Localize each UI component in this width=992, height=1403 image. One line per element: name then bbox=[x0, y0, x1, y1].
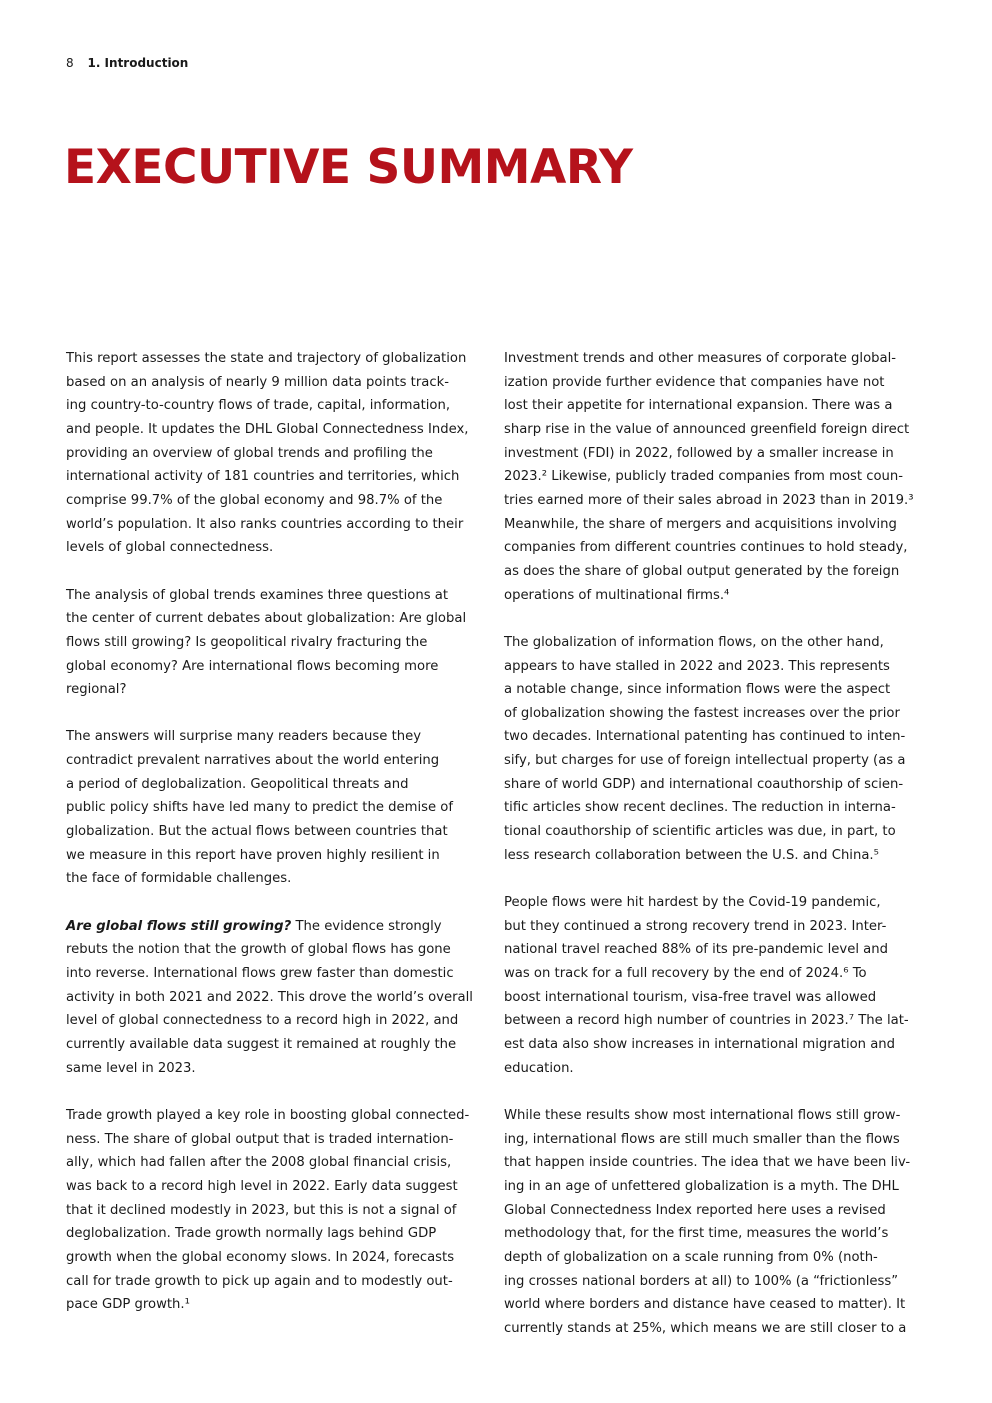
paragraph-global-flows bbox=[66, 915, 478, 1081]
text-line: currently available data suggest it remained at roughly the bbox=[66, 1036, 457, 1052]
text-line: as does the share of global output generated by the foreign bbox=[504, 563, 900, 579]
paragraph bbox=[504, 1104, 914, 1341]
text-line: was back to a record high level in 2022. Early data suggest bbox=[66, 1178, 458, 1194]
text-line: into reverse. International flows grew faster than domestic bbox=[66, 966, 454, 982]
text-line: companies from different countries continues to hold steady, bbox=[504, 540, 908, 556]
paragraph-lead-question: Are global flows still growing? bbox=[66, 918, 292, 934]
section-title: 1. Introduction bbox=[87, 56, 189, 70]
text-line: national travel reached 88% of its pre-pandemic level and bbox=[504, 942, 888, 958]
paragraph bbox=[504, 891, 914, 1080]
text-line: and people. It updates the DHL Global Connectedness Index, bbox=[66, 421, 469, 437]
text-line: Investment trends and other measures of corporate global- bbox=[504, 351, 897, 366]
text-line: of globalization showing the fastest increases over the prior bbox=[504, 705, 900, 721]
text-line: that happen inside countries. The idea that we have been liv- bbox=[504, 1155, 911, 1171]
left-column bbox=[66, 347, 478, 1340]
text-line: ness. The share of global output that is traded internation- bbox=[66, 1131, 454, 1147]
text-line: but they continued a strong recovery trend in 2023. Inter- bbox=[504, 918, 887, 934]
text-line: rebuts the notion that the growth of global flows has gone bbox=[66, 942, 451, 958]
text-line: ing, international flows are still much smaller than the flows bbox=[504, 1131, 900, 1147]
text-line: level of global connectedness to a record high in 2022, and bbox=[66, 1013, 459, 1029]
text-line: sify, but charges for use of foreign intellectual property (as a bbox=[504, 753, 906, 769]
text-line: methodology that, for the first time, measures the world’s bbox=[504, 1226, 889, 1242]
text-line: less research collaboration between the U.S. and China.⁵ bbox=[504, 847, 879, 863]
text-line: sharp rise in the value of announced greenfield foreign direct bbox=[504, 421, 910, 437]
text-line: a period of deglobalization. Geopolitical threats and bbox=[66, 776, 409, 792]
text-line: share of world GDP) and international coauthorship of scien- bbox=[504, 776, 904, 792]
text-line: People flows were hit hardest by the Covid-19 pandemic, bbox=[504, 895, 881, 911]
paragraph bbox=[66, 1104, 478, 1317]
text-line: The globalization of information flows, on the other hand, bbox=[504, 634, 884, 650]
paragraph bbox=[504, 347, 914, 607]
paragraph-lead-rest: The evidence strongly bbox=[291, 918, 442, 934]
text-line: call for trade growth to pick up again and to modestly out- bbox=[66, 1273, 453, 1289]
text-line: levels of global connectedness. bbox=[66, 540, 274, 556]
paragraph bbox=[66, 347, 478, 560]
text-line: the center of current debates about globalization: Are global bbox=[66, 611, 467, 627]
text-line: boost international tourism, visa-free travel was allowed bbox=[504, 989, 877, 1005]
text-line: Trade growth played a key role in boosting global connected- bbox=[66, 1107, 470, 1123]
text-line: lost their appetite for international expansion. There was a bbox=[504, 398, 893, 414]
text-line: 2023.² Likewise, publicly traded companies from most coun- bbox=[504, 469, 904, 485]
text-line: flows still growing? Is geopolitical rivalry fracturing the bbox=[66, 634, 428, 650]
text-line: depth of globalization on a scale running from 0% (noth- bbox=[504, 1249, 878, 1265]
text-line: world’s population. It also ranks countries according to their bbox=[66, 516, 464, 532]
text-line: While these results show most international flows still grow- bbox=[504, 1107, 901, 1123]
paragraph-rest bbox=[66, 938, 478, 1080]
text-line: est data also show increases in international migration and bbox=[504, 1037, 896, 1052]
text-line: ally, which had fallen after the 2008 global financial crisis, bbox=[66, 1155, 452, 1171]
page-number: 8 bbox=[66, 56, 74, 70]
text-line: comprise 99.7% of the global economy and 98.7% of the bbox=[66, 492, 443, 508]
text-line: Global Connectedness Index reported here uses a revised bbox=[504, 1202, 886, 1218]
text-line: operations of multinational firms.⁴ bbox=[504, 587, 730, 603]
text-line: ing crosses national borders at all) to 100% (a “frictionless” bbox=[504, 1273, 899, 1289]
text-line: a notable change, since information flows were the aspect bbox=[504, 682, 891, 698]
text-line: growth when the global economy slows. In 2024, forecasts bbox=[66, 1249, 455, 1265]
text-line: based on an analysis of nearly 9 million data points track- bbox=[66, 374, 449, 390]
text-line: international activity of 181 countries and territories, which bbox=[66, 469, 460, 485]
text-line: contradict prevalent narratives about the world entering bbox=[66, 753, 440, 769]
paragraph bbox=[66, 584, 478, 702]
text-line: tional coauthorship of scientific articles was due, in part, to bbox=[504, 824, 896, 840]
text-line: tries earned more of their sales abroad in 2023 than in 2019.³ bbox=[504, 492, 914, 508]
text-line: that it declined modestly in 2023, but this is not a signal of bbox=[66, 1202, 457, 1218]
text-line: education. bbox=[504, 1060, 574, 1076]
text-line: This report assesses the state and trajectory of globalization bbox=[66, 351, 467, 366]
text-line: ing country-to-country flows of trade, capital, information, bbox=[66, 398, 451, 414]
text-line: Meanwhile, the share of mergers and acquisitions involving bbox=[504, 516, 897, 532]
text-line: appears to have stalled in 2022 and 2023. This represents bbox=[504, 658, 890, 674]
text-line: deglobalization. Trade growth normally lags behind GDP bbox=[66, 1226, 437, 1242]
running-header bbox=[66, 55, 188, 71]
text-line: globalization. But the actual flows between countries that bbox=[66, 824, 448, 840]
text-line: regional? bbox=[66, 682, 127, 698]
paragraph bbox=[66, 725, 478, 891]
text-line: investment (FDI) in 2022, followed by a smaller increase in bbox=[504, 445, 894, 461]
text-line: The answers will surprise many readers because they bbox=[66, 729, 422, 745]
text-line: ization provide further evidence that companies have not bbox=[504, 374, 885, 390]
text-line: providing an overview of global trends and profiling the bbox=[66, 445, 433, 461]
text-line: tific articles show recent declines. The reduction in interna- bbox=[504, 800, 896, 816]
page-title: EXECUTIVE SUMMARY bbox=[64, 140, 633, 195]
text-line: currently stands at 25%, which means we are still closer to a bbox=[504, 1320, 907, 1336]
text-line: public policy shifts have led many to predict the demise of bbox=[66, 800, 454, 816]
text-line: the face of formidable challenges. bbox=[66, 871, 292, 887]
text-line: we measure in this report have proven highly resilient in bbox=[66, 847, 440, 863]
paragraph bbox=[504, 631, 914, 868]
right-column bbox=[504, 347, 914, 1364]
paragraph-first-line bbox=[66, 915, 478, 939]
text-line: global economy? Are international flows becoming more bbox=[66, 658, 439, 674]
text-line: activity in both 2021 and 2022. This drove the world’s overall bbox=[66, 989, 473, 1005]
text-line: pace GDP growth.¹ bbox=[66, 1297, 190, 1313]
text-line: two decades. International patenting has continued to inten- bbox=[504, 729, 906, 745]
text-line: was on track for a full recovery by the end of 2024.⁶ To bbox=[504, 966, 867, 982]
text-line: same level in 2023. bbox=[66, 1060, 196, 1076]
text-line: world where borders and distance have ceased to matter). It bbox=[504, 1297, 906, 1313]
text-line: The analysis of global trends examines three questions at bbox=[66, 587, 449, 603]
text-line: between a record high number of countries in 2023.⁷ The lat- bbox=[504, 1013, 909, 1029]
text-line: ing in an age of unfettered globalization is a myth. The DHL bbox=[504, 1178, 899, 1194]
